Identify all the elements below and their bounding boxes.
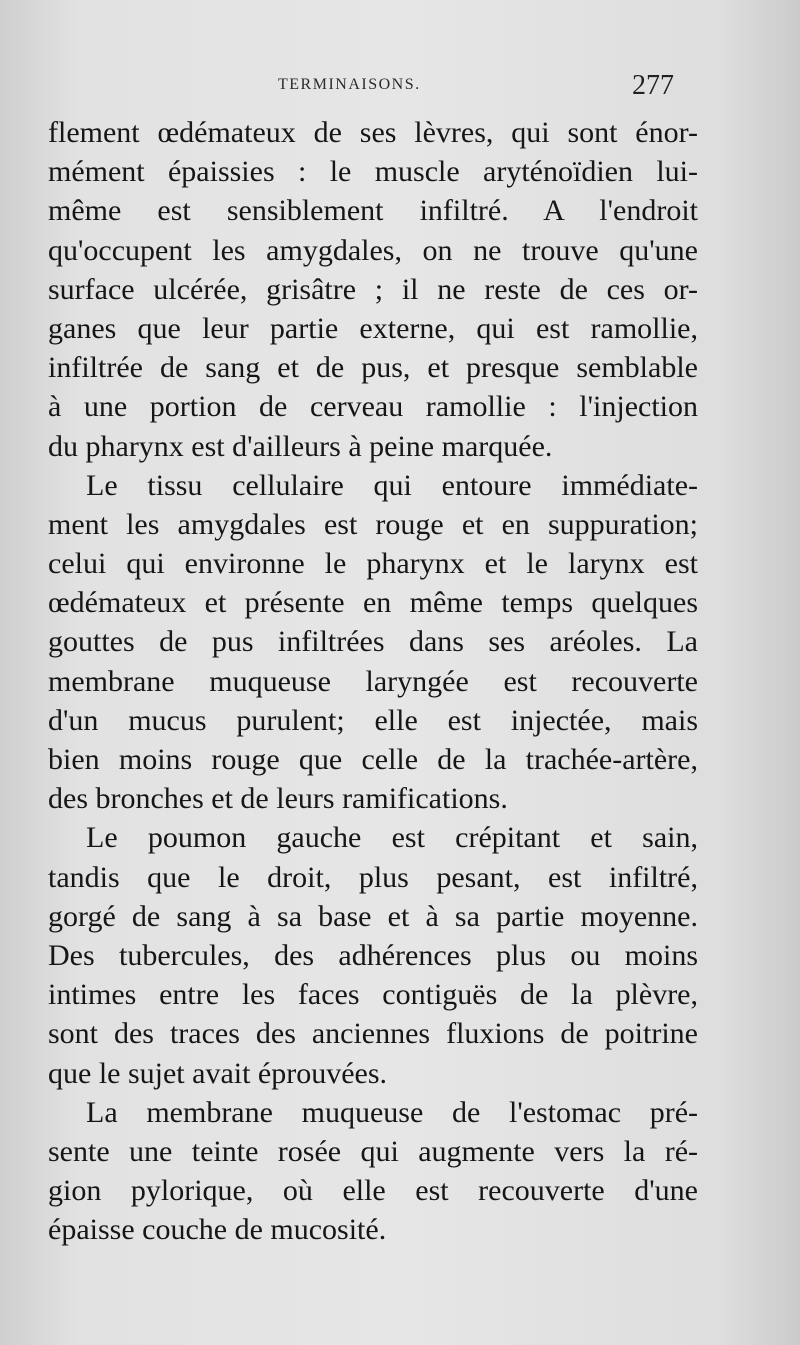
- text-line: du pharynx est d'ailleurs à peine marquée.: [48, 429, 553, 463]
- text-line: Le poumon gauche est crépitant et sain,: [86, 821, 698, 855]
- text-line: des bronches et de leurs ramifications.: [48, 782, 508, 816]
- text-line: ganes que leur partie externe, qui est ramollie,: [48, 311, 698, 345]
- body-text: [48, 113, 698, 1249]
- text-line: infiltrée de sang et de pus, et presque semblable: [48, 351, 698, 385]
- text-line: qu'occupent les amygdales, on ne trouve qu'une: [48, 233, 698, 267]
- text-line: sont des traces des anciennes fluxions de poitrine: [48, 1017, 698, 1051]
- text-line: bien moins rouge que celle de la trachée-artère,: [48, 743, 698, 776]
- text-line: ment les amygdales est rouge et en suppuration;: [48, 507, 698, 541]
- text-line: que le sujet avait éprouvées.: [48, 1056, 388, 1090]
- text-line: intimes entre les faces contiguës de la plèvre,: [48, 978, 698, 1012]
- text-line: même est sensiblement infiltré. A l'endroit: [48, 194, 698, 228]
- text-line: épaisse couche de mucosité.: [48, 1213, 387, 1247]
- text-line: La membrane muqueuse de l'estomac pré-: [86, 1095, 698, 1129]
- paragraph-3: [48, 818, 698, 1092]
- text-line: surface ulcérée, grisâtre ; il ne reste de ces or-: [48, 272, 698, 306]
- text-line: tandis que le droit, plus pesant, est infiltré,: [48, 860, 698, 894]
- text-line: gorgé de sang à sa base et à sa partie moyenne.: [48, 899, 698, 933]
- text-line: d'un mucus purulent; elle est injectée, mais: [48, 703, 698, 737]
- text-line: flement œdémateux de ses lèvres, qui sont énor-: [48, 116, 698, 149]
- paragraph-1: [48, 113, 698, 466]
- paragraph-2: [48, 466, 698, 819]
- text-line: œdémateux et présente en même temps quelques: [48, 586, 698, 620]
- running-title: TERMINAISONS.: [278, 76, 421, 93]
- text-line: mément épaissies : le muscle aryténoïdien lui-: [48, 155, 698, 189]
- page-number: 277: [632, 70, 674, 101]
- text-line: celui qui environne le pharynx et le larynx est: [48, 547, 698, 581]
- paragraph-4: [48, 1093, 698, 1250]
- text-line: sente une teinte rosée qui augmente vers la ré-: [48, 1134, 698, 1168]
- text-line: membrane muqueuse laryngée est recouverte: [48, 664, 698, 698]
- text-line: gion pylorique, où elle est recouverte d'une: [48, 1174, 698, 1208]
- text-line: Des tubercules, des adhérences plus ou moins: [48, 938, 698, 972]
- page-header: [0, 70, 800, 106]
- text-line: Le tissu cellulaire qui entoure immédiate-: [86, 468, 698, 502]
- text-line: à une portion de cerveau ramollie : l'injection: [48, 390, 698, 424]
- text-line: gouttes de pus infiltrées dans ses aréoles. La: [48, 625, 698, 659]
